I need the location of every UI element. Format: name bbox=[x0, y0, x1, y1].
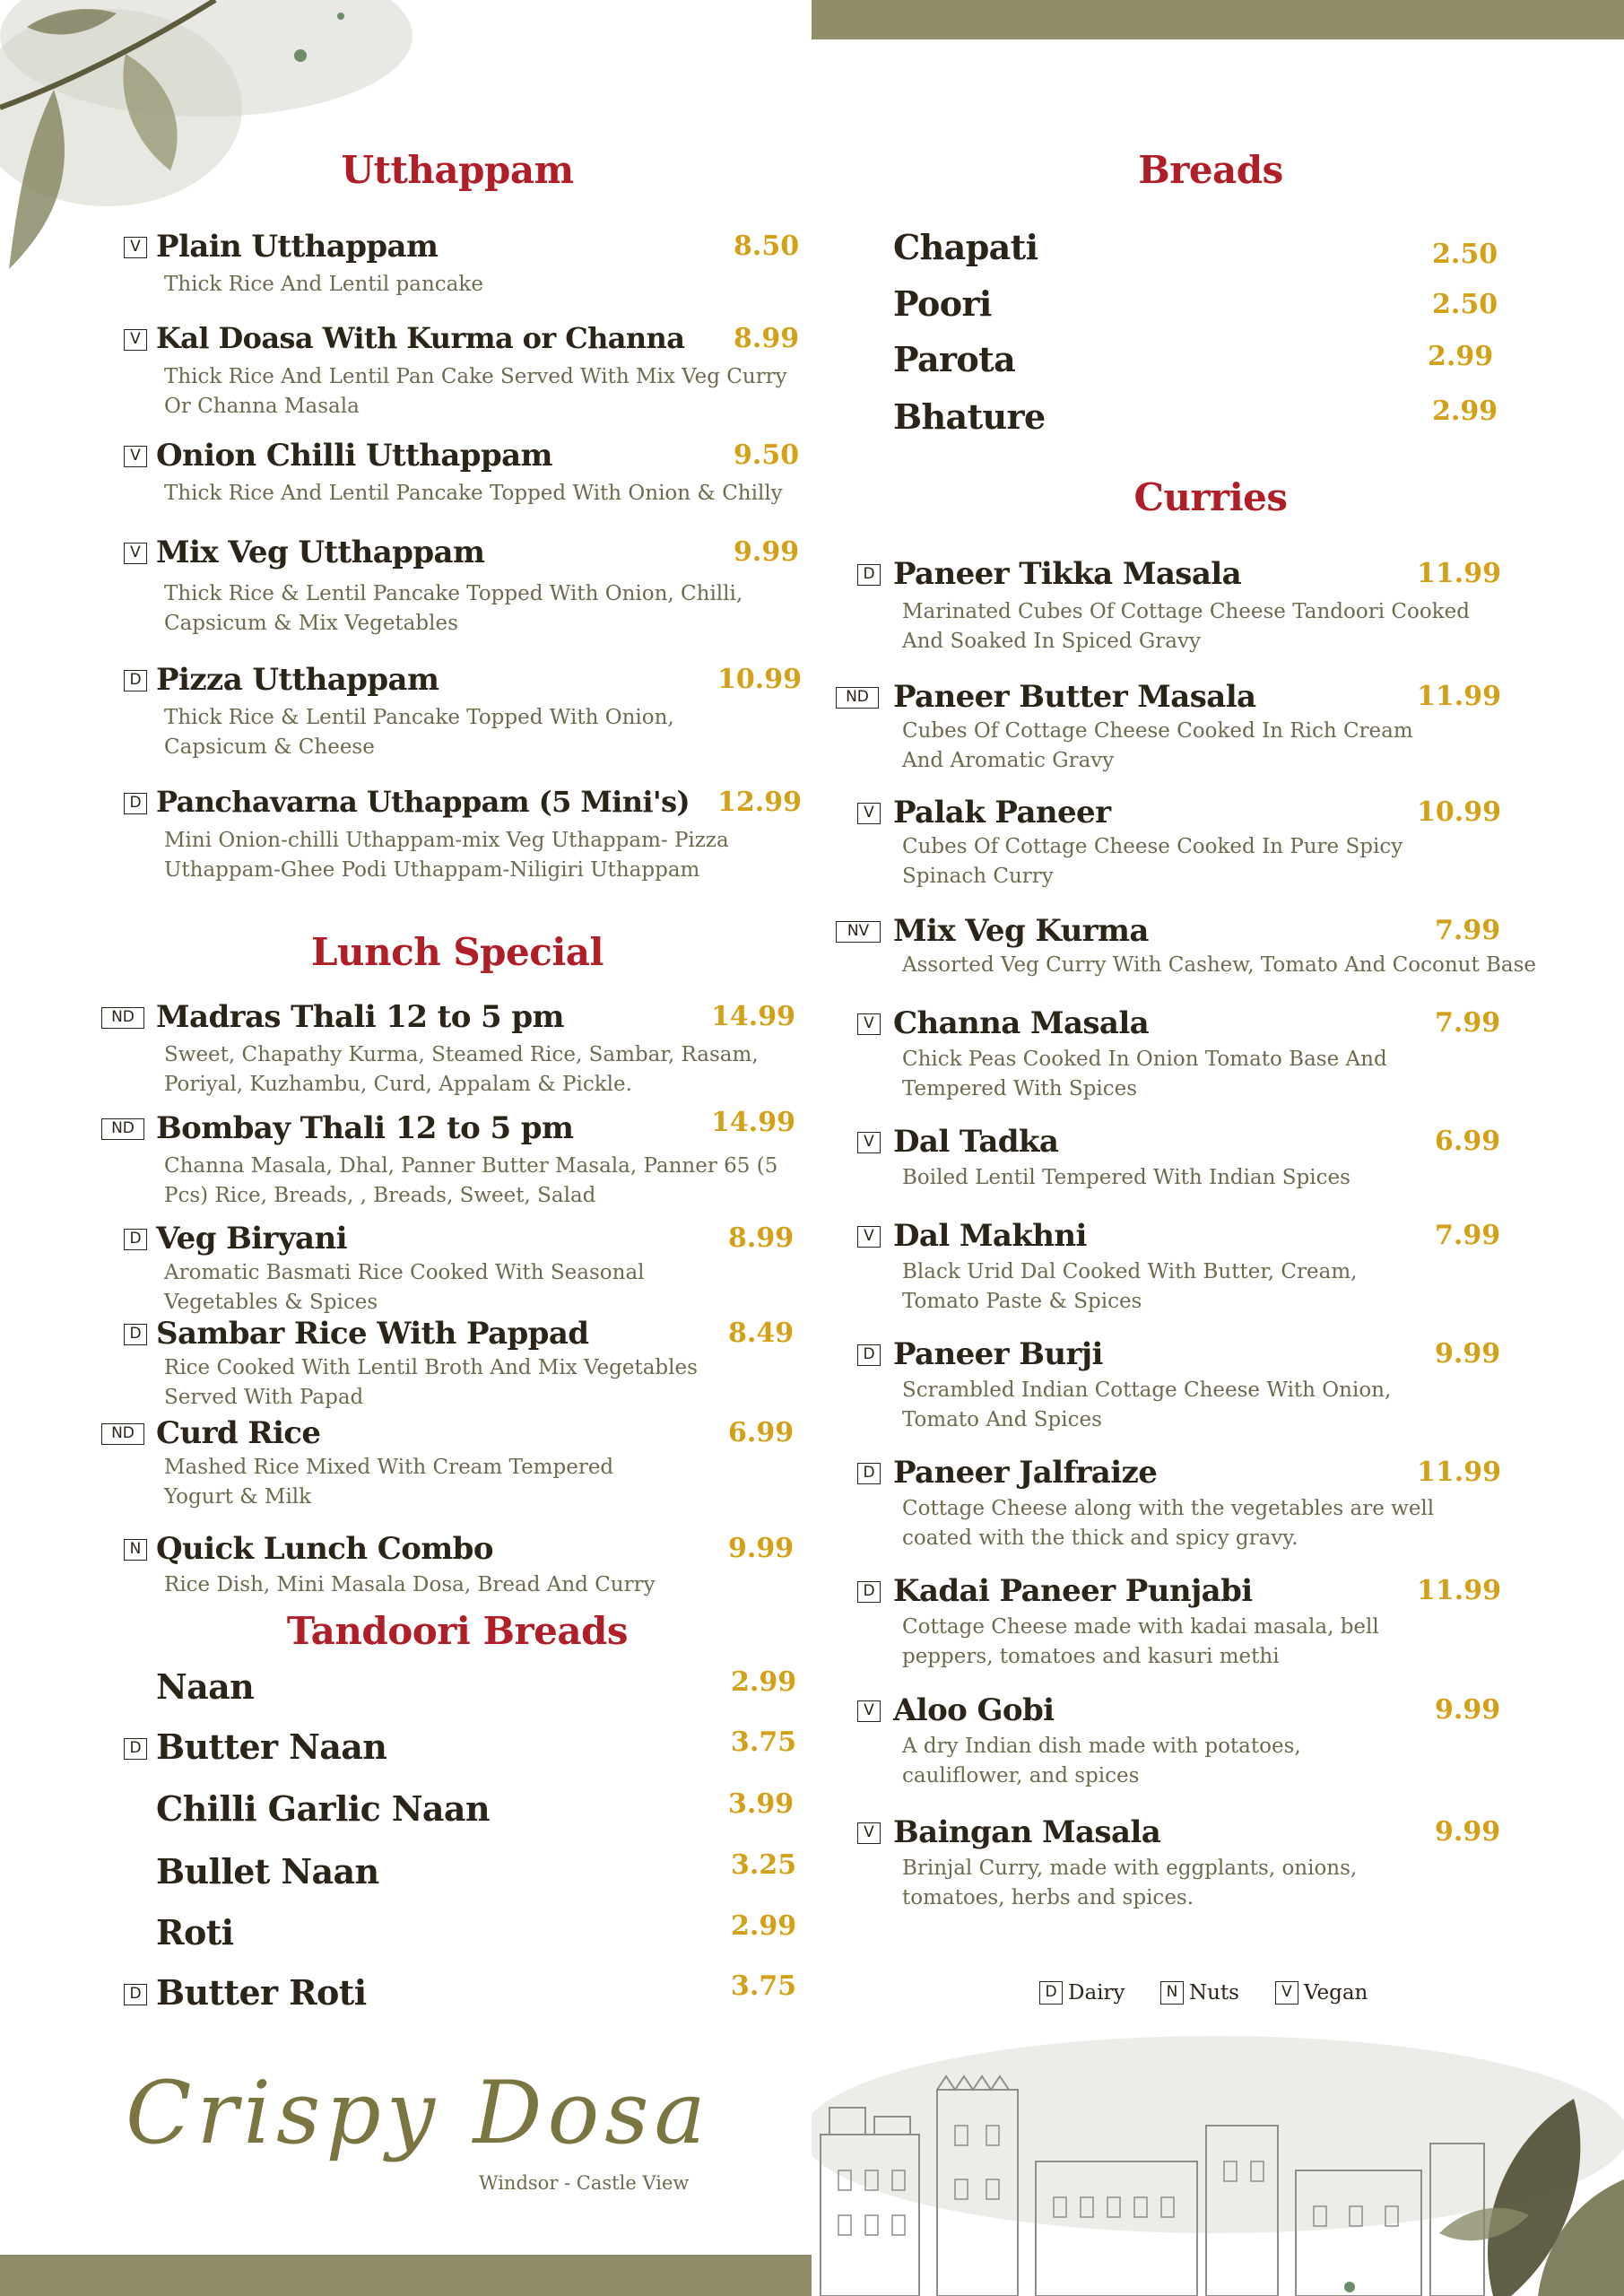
item-name: Paneer Tikka Masala bbox=[893, 556, 1242, 592]
item-description: Brinjal Curry, made with eggplants, onions, tomatoes, herbs and spices. bbox=[902, 1857, 1358, 1909]
item-name: Palak Paneer bbox=[893, 795, 1111, 831]
diet-tag: ND bbox=[836, 687, 879, 709]
diet-tag: V bbox=[124, 446, 147, 467]
diet-tag: ND bbox=[101, 1007, 144, 1029]
item-description: Assorted Veg Curry With Cashew, Tomato And Coconut Base bbox=[902, 953, 1537, 977]
diet-tag: V bbox=[857, 1700, 881, 1722]
section-title-tandoori-breads: Tandoori Breads bbox=[286, 1609, 629, 1653]
item-name: Dal Makhni bbox=[893, 1218, 1087, 1254]
item-name: Kal Doasa With Kurma or Channa bbox=[156, 321, 685, 355]
legend-vegan bbox=[1275, 1979, 1368, 2007]
diet-tag: D bbox=[857, 1581, 881, 1603]
diet-tag: D bbox=[857, 1344, 881, 1366]
item-price: 11.99 bbox=[1417, 1457, 1501, 1488]
section-title-curries: Curries bbox=[1133, 475, 1288, 519]
item-name: Quick Lunch Combo bbox=[156, 1531, 493, 1567]
item-description: Rice Cooked With Lentil Broth And Mix Vegetables Served With Papad bbox=[164, 1356, 698, 1409]
item-name: Onion Chilli Utthappam bbox=[156, 438, 552, 474]
diet-tag: V bbox=[124, 543, 147, 564]
section-title-lunch-special: Lunch Special bbox=[311, 930, 604, 974]
item-price: 9.99 bbox=[1435, 1694, 1501, 1726]
item-name: Dal Tadka bbox=[893, 1124, 1059, 1160]
item-price: 12.99 bbox=[717, 787, 802, 818]
brand-location: Windsor - Castle View bbox=[479, 2172, 690, 2194]
diet-tag: V bbox=[124, 329, 147, 351]
diet-tag: D bbox=[124, 1984, 147, 2005]
item-price: 10.99 bbox=[717, 664, 802, 695]
diet-tag: D bbox=[124, 1229, 147, 1250]
diet-tag: ND bbox=[101, 1118, 144, 1140]
item-name: Channa Masala bbox=[893, 1005, 1150, 1041]
bottom-accent-bar bbox=[0, 2255, 812, 2296]
bread-name: Chilli Garlic Naan bbox=[156, 1788, 490, 1829]
item-name: Bombay Thali 12 to 5 pm bbox=[156, 1110, 574, 1146]
item-description: Aromatic Basmati Rice Cooked With Seasonal Vegetables & Spices bbox=[164, 1261, 645, 1314]
legend-label: Dairy bbox=[1068, 1981, 1125, 2005]
bread-name: Butter Roti bbox=[156, 1972, 367, 2013]
diet-tag: V bbox=[857, 803, 881, 824]
section-title-breads: Breads bbox=[1138, 148, 1283, 192]
item-price: 9.99 bbox=[1435, 1338, 1501, 1370]
item-description: Thick Rice & Lentil Pancake Topped With Onion, Capsicum & Cheese bbox=[164, 706, 674, 759]
item-name: Plain Utthappam bbox=[156, 229, 439, 265]
item-name: Paneer Butter Masala bbox=[893, 679, 1256, 715]
bread-name: Butter Naan bbox=[156, 1726, 387, 1767]
item-price: 7.99 bbox=[1435, 915, 1501, 946]
item-name: Kadai Paneer Punjabi bbox=[893, 1573, 1253, 1609]
diet-tag: V bbox=[857, 1822, 881, 1844]
diet-tag: V bbox=[857, 1013, 881, 1035]
diet-tag: ND bbox=[101, 1423, 144, 1445]
legend-tag: V bbox=[1275, 1981, 1298, 2005]
bread-price: 2.99 bbox=[1428, 341, 1494, 372]
item-price: 11.99 bbox=[1417, 558, 1501, 589]
item-description: Cottage Cheese along with the vegetables are well coated with the thick and spicy gravy. bbox=[902, 1497, 1435, 1550]
item-description: Cubes Of Cottage Cheese Cooked In Rich Cream And Aromatic Gravy bbox=[902, 719, 1413, 772]
item-description: Thick Rice & Lentil Pancake Topped With Onion, Chilli, Capsicum & Mix Vegetables bbox=[164, 582, 743, 635]
diet-tag: N bbox=[124, 1539, 147, 1561]
item-description: Black Urid Dal Cooked With Butter, Cream, Tomato Paste & Spices bbox=[902, 1260, 1358, 1313]
item-price: 8.99 bbox=[728, 1222, 795, 1254]
top-accent-bar bbox=[812, 0, 1624, 39]
item-price: 7.99 bbox=[1435, 1007, 1501, 1039]
castle-illustration bbox=[812, 2027, 1624, 2296]
item-name: Paneer Burji bbox=[893, 1336, 1103, 1372]
item-price: 8.50 bbox=[734, 230, 800, 262]
legend-tag: D bbox=[1039, 1981, 1063, 2005]
bread-price: 2.99 bbox=[731, 1666, 797, 1698]
bread-price: 3.75 bbox=[731, 1726, 797, 1758]
item-price: 9.99 bbox=[728, 1533, 795, 1564]
item-name: Panchavarna Uthappam (5 Mini's) bbox=[156, 785, 690, 819]
item-price: 7.99 bbox=[1435, 1220, 1501, 1251]
item-description: Thick Rice And Lentil Pancake Topped With Onion & Chilly bbox=[164, 482, 783, 505]
item-price: 14.99 bbox=[711, 1107, 795, 1138]
item-name: Baingan Masala bbox=[893, 1814, 1161, 1850]
item-description: Chick Peas Cooked In Onion Tomato Base And Tempered With Spices bbox=[902, 1048, 1387, 1100]
bread-name: Roti bbox=[156, 1912, 234, 1952]
legend-dairy bbox=[1039, 1979, 1125, 2007]
item-price: 6.99 bbox=[1435, 1126, 1501, 1157]
item-price: 9.99 bbox=[734, 536, 800, 568]
item-price: 10.99 bbox=[1417, 796, 1501, 828]
bread-price: 3.75 bbox=[731, 1970, 797, 2002]
bread-name: Chapati bbox=[893, 227, 1038, 267]
diet-tag: D bbox=[124, 1324, 147, 1345]
diet-tag: V bbox=[124, 237, 147, 258]
item-name: Veg Biryani bbox=[156, 1221, 347, 1257]
legend-tag: N bbox=[1160, 1981, 1184, 2005]
item-description: Scrambled Indian Cottage Cheese With Onion, Tomato And Spices bbox=[902, 1378, 1392, 1431]
bread-price: 2.50 bbox=[1432, 289, 1498, 320]
item-description: Mini Onion-chilli Uthappam-mix Veg Uthappam- Pizza Uthappam-Ghee Podi Uthappam-Niligiri Uthappam bbox=[164, 829, 729, 882]
section-title-utthappam: Utthappam bbox=[341, 148, 574, 192]
diet-tag: V bbox=[857, 1132, 881, 1153]
item-name: Sambar Rice With Pappad bbox=[156, 1316, 589, 1352]
item-name: Madras Thali 12 to 5 pm bbox=[156, 999, 564, 1035]
item-description: Sweet, Chapathy Kurma, Steamed Rice, Sambar, Rasam, Poriyal, Kuzhambu, Curd, Appalam & Pickle. bbox=[164, 1043, 759, 1096]
bread-name: Bhature bbox=[893, 396, 1046, 437]
item-name: Mix Veg Utthappam bbox=[156, 535, 485, 570]
item-description: Cottage Cheese made with kadai masala, bell peppers, tomatoes and kasuri methi bbox=[902, 1615, 1379, 1668]
bread-price: 3.25 bbox=[731, 1849, 797, 1881]
item-description: Rice Dish, Mini Masala Dosa, Bread And Curry bbox=[164, 1573, 656, 1596]
item-name: Mix Veg Kurma bbox=[893, 913, 1149, 949]
item-price: 9.50 bbox=[734, 439, 800, 471]
item-price: 11.99 bbox=[1417, 681, 1501, 712]
item-description: Mashed Rice Mixed With Cream Tempered Yogurt & Milk bbox=[164, 1456, 614, 1509]
item-description: Channa Masala, Dhal, Panner Butter Masala, Panner 65 (5 Pcs) Rice, Breads, , Breads, Sweet, Salad bbox=[164, 1154, 778, 1207]
brand-logo-text: Crispy Dosa bbox=[126, 2063, 711, 2163]
diet-tag: D bbox=[857, 1463, 881, 1484]
item-description: A dry Indian dish made with potatoes, cauliflower, and spices bbox=[902, 1735, 1301, 1787]
bread-name: Naan bbox=[156, 1666, 255, 1707]
bread-name: Poori bbox=[893, 283, 992, 324]
item-name: Pizza Utthappam bbox=[156, 662, 439, 698]
bread-price: 2.99 bbox=[731, 1910, 797, 1942]
item-price: 8.99 bbox=[734, 323, 800, 354]
diet-tag: NV bbox=[836, 921, 881, 943]
item-name: Curd Rice bbox=[156, 1415, 321, 1451]
bread-price: 2.50 bbox=[1432, 239, 1498, 270]
bread-name: Parota bbox=[893, 339, 1016, 379]
item-price: 11.99 bbox=[1417, 1575, 1501, 1606]
legend-nuts bbox=[1160, 1979, 1239, 2007]
diet-tag: D bbox=[124, 1738, 147, 1760]
item-description: Thick Rice And Lentil pancake bbox=[164, 273, 483, 296]
item-description: Thick Rice And Lentil Pan Cake Served With Mix Veg Curry Or Channa Masala bbox=[164, 365, 787, 418]
legend-label: Nuts bbox=[1189, 1981, 1239, 2005]
item-description: Cubes Of Cottage Cheese Cooked In Pure Spicy Spinach Curry bbox=[902, 835, 1403, 888]
bread-name: Bullet Naan bbox=[156, 1851, 379, 1892]
bread-price: 3.99 bbox=[728, 1788, 795, 1820]
diet-tag: D bbox=[124, 670, 147, 691]
bread-price: 2.99 bbox=[1432, 396, 1498, 427]
legend-label: Vegan bbox=[1304, 1981, 1368, 2005]
diet-tag: D bbox=[857, 564, 881, 586]
diet-tag: V bbox=[857, 1226, 881, 1248]
item-price: 6.99 bbox=[728, 1417, 795, 1448]
item-price: 8.49 bbox=[728, 1318, 795, 1349]
item-name: Paneer Jalfraize bbox=[893, 1455, 1158, 1491]
item-price: 9.99 bbox=[1435, 1816, 1501, 1848]
diet-tag: D bbox=[124, 793, 147, 814]
item-name: Aloo Gobi bbox=[893, 1692, 1055, 1728]
item-description: Marinated Cubes Of Cottage Cheese Tandoori Cooked And Soaked In Spiced Gravy bbox=[902, 600, 1470, 653]
item-description: Boiled Lentil Tempered With Indian Spices bbox=[902, 1166, 1350, 1189]
item-price: 14.99 bbox=[711, 1001, 795, 1032]
